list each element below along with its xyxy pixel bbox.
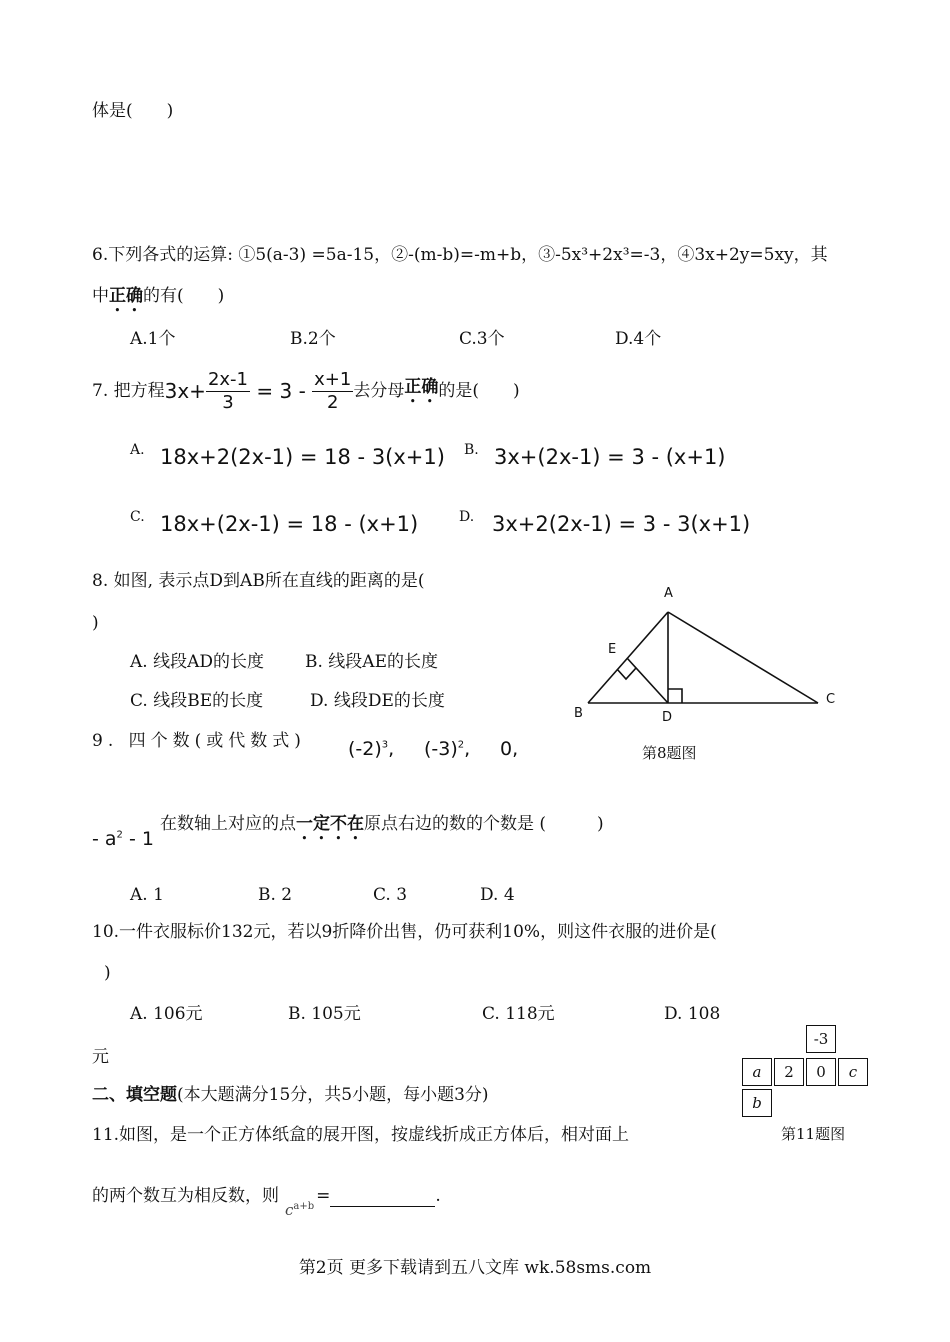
q9-option-a: A. 1	[130, 885, 164, 905]
q7-label-b: B.	[464, 442, 479, 458]
q11-line2-pre: 的两个数互为相反数，则	[92, 1186, 279, 1206]
q7-option-b: 3x+(2x-1) = 3 - (x+1)	[494, 445, 726, 469]
q9-option-c: C. 3	[373, 885, 408, 905]
cube-face-b	[742, 1089, 772, 1117]
q9-expr4	[92, 828, 154, 850]
cube-face-a-text: a	[752, 1063, 762, 1081]
q6-option-a: A.1个	[130, 329, 176, 349]
q9-expr2	[424, 738, 470, 760]
q7-lhs: 3x+	[164, 379, 206, 403]
label-c: C	[826, 692, 836, 707]
q6-option-d: D.4个	[615, 329, 662, 349]
q11-expr	[285, 1196, 314, 1221]
q6-option-b: B.2个	[290, 329, 336, 349]
q6-emphasis: 正确	[109, 286, 143, 306]
q11-eq: =	[316, 1186, 331, 1206]
q7-post-post: 的是( )	[438, 381, 520, 401]
section2-title: 二、填空题	[92, 1085, 177, 1105]
q9-expr4-exp: 2	[116, 829, 123, 841]
q9-stem	[160, 813, 604, 844]
q9-expr2-exp: 2	[457, 739, 465, 751]
q9-comma-2: ,	[464, 738, 471, 760]
q9-expr3-value: 0	[500, 738, 513, 760]
q9-expr1	[348, 738, 394, 760]
q11-line1: 11.如图，是一个正方体纸盒的展开图，按虚线折成正方体后，相对面上	[92, 1125, 630, 1145]
q7-label-a: A.	[130, 442, 145, 458]
q7-option-d: 3x+2(2x-1) = 3 - 3(x+1)	[492, 512, 751, 536]
q8-caption: 第8题图	[642, 744, 697, 762]
q8-option-d: D. 线段DE的长度	[310, 691, 445, 711]
cube-face-two: 2	[774, 1058, 804, 1086]
right-angle-e	[617, 668, 636, 679]
cube-face-top: -3	[806, 1025, 836, 1053]
q9-emphasis: 一定不在	[296, 814, 364, 834]
q7-fraction-1	[206, 369, 250, 414]
cube-face-zero: 0	[806, 1058, 836, 1086]
q9-expr4-pre: - a	[92, 828, 117, 850]
q10-option-a: A. 106元	[130, 1004, 203, 1024]
q6-line1: 6.下列各式的运算: ①5(a-3) =5a-15，②-(m-b)=-m+b，③-5x³+2x³=-3，④3x+2y=5xy，其	[92, 245, 828, 265]
q10-option-c: C. 118元	[482, 1004, 555, 1024]
segment-ac	[668, 612, 818, 703]
q9-expr3	[500, 738, 518, 760]
label-d: D	[662, 710, 673, 725]
cube-face-a	[742, 1058, 772, 1086]
q9-expr2-base: (-3)	[424, 738, 458, 760]
q7-pre: 7. 把方程	[92, 381, 165, 401]
q11-answer-blank[interactable]	[330, 1188, 435, 1207]
q8-line2: )	[92, 613, 99, 633]
q7-post-pre: 去分母	[353, 381, 405, 401]
q11-expr-exp: a+b	[293, 1201, 315, 1212]
q8-triangle-figure	[560, 575, 850, 735]
segment-ed	[627, 658, 668, 703]
q9-stem-pre: 在数轴上对应的点	[160, 814, 296, 834]
cube-face-c-text: c	[848, 1063, 858, 1081]
q7-option-c: 18x+(2x-1) = 18 - (x+1)	[160, 512, 419, 536]
q7-mid: = 3 -	[250, 379, 313, 403]
q9-comma-1: ,	[388, 738, 395, 760]
q8-option-b: B. 线段AE的长度	[305, 652, 438, 672]
q9-option-d: D. 4	[480, 885, 515, 905]
q9-expr1-exp: 3	[381, 739, 389, 751]
section2-desc: (本大题满分15分，共5小题，每小题3分)	[177, 1085, 489, 1105]
q9-stem-post: 原点右边的数的个数是 ( )	[364, 814, 604, 834]
section2-heading	[92, 1084, 489, 1106]
q10-option-b: B. 105元	[288, 1004, 361, 1024]
q7-frac2-den: 2	[327, 391, 339, 413]
q6-option-c: C.3个	[459, 329, 505, 349]
q11-line2	[92, 1182, 441, 1219]
q9-comma-3: ,	[512, 738, 519, 760]
q10-line1: 10.一件衣服标价132元，若以9折降价出售，仍可获利10%，则这件衣服的进价是(	[92, 922, 717, 942]
q11-caption: 第11题图	[781, 1125, 846, 1143]
q6-line2	[92, 285, 224, 316]
q7-frac1-den: 3	[222, 391, 234, 413]
label-e: E	[608, 642, 617, 657]
q7-frac1-num: 2x-1	[207, 368, 249, 390]
q8-line1: 8. 如图, 表示点D到AB所在直线的距离的是(	[92, 571, 425, 591]
q7-label-c: C.	[130, 509, 145, 525]
right-angle-d	[668, 689, 682, 703]
label-a: A	[664, 586, 673, 601]
q7-option-a: 18x+2(2x-1) = 18 - 3(x+1)	[160, 445, 445, 469]
q10-line2: )	[104, 963, 111, 983]
q11-end: .	[435, 1186, 441, 1206]
label-b: B	[574, 706, 583, 721]
q5-tail: 体是( )	[92, 101, 174, 121]
cube-face-c	[838, 1058, 868, 1086]
q9-expr1-base: (-2)	[348, 738, 382, 760]
cube-face-b-text: b	[752, 1094, 762, 1112]
page-footer: 第2页 更多下载请到五八文库 wk.58sms.com	[298, 1258, 652, 1278]
q10-wrap: 元	[92, 1047, 109, 1067]
q6-line2-pre: 中	[92, 286, 109, 306]
q7-frac2-num: x+1	[314, 368, 352, 390]
q8-option-c: C. 线段BE的长度	[130, 691, 264, 711]
q7-label-d: D.	[459, 509, 475, 525]
q7-fraction-2	[312, 369, 353, 414]
q9-option-b: B. 2	[258, 885, 293, 905]
q9-line1: 9. 四个数(或代数式)	[92, 731, 306, 751]
q10-option-d: D. 108	[664, 1004, 721, 1024]
q7-stem	[92, 364, 520, 418]
q7-emphasis: 正确	[404, 376, 439, 397]
q8-option-a: A. 线段AD的长度	[130, 652, 264, 672]
q11-expr-base: c	[285, 1201, 294, 1219]
q9-expr4-post: - 1	[122, 828, 154, 850]
q6-line2-post: 的有( )	[143, 286, 225, 306]
